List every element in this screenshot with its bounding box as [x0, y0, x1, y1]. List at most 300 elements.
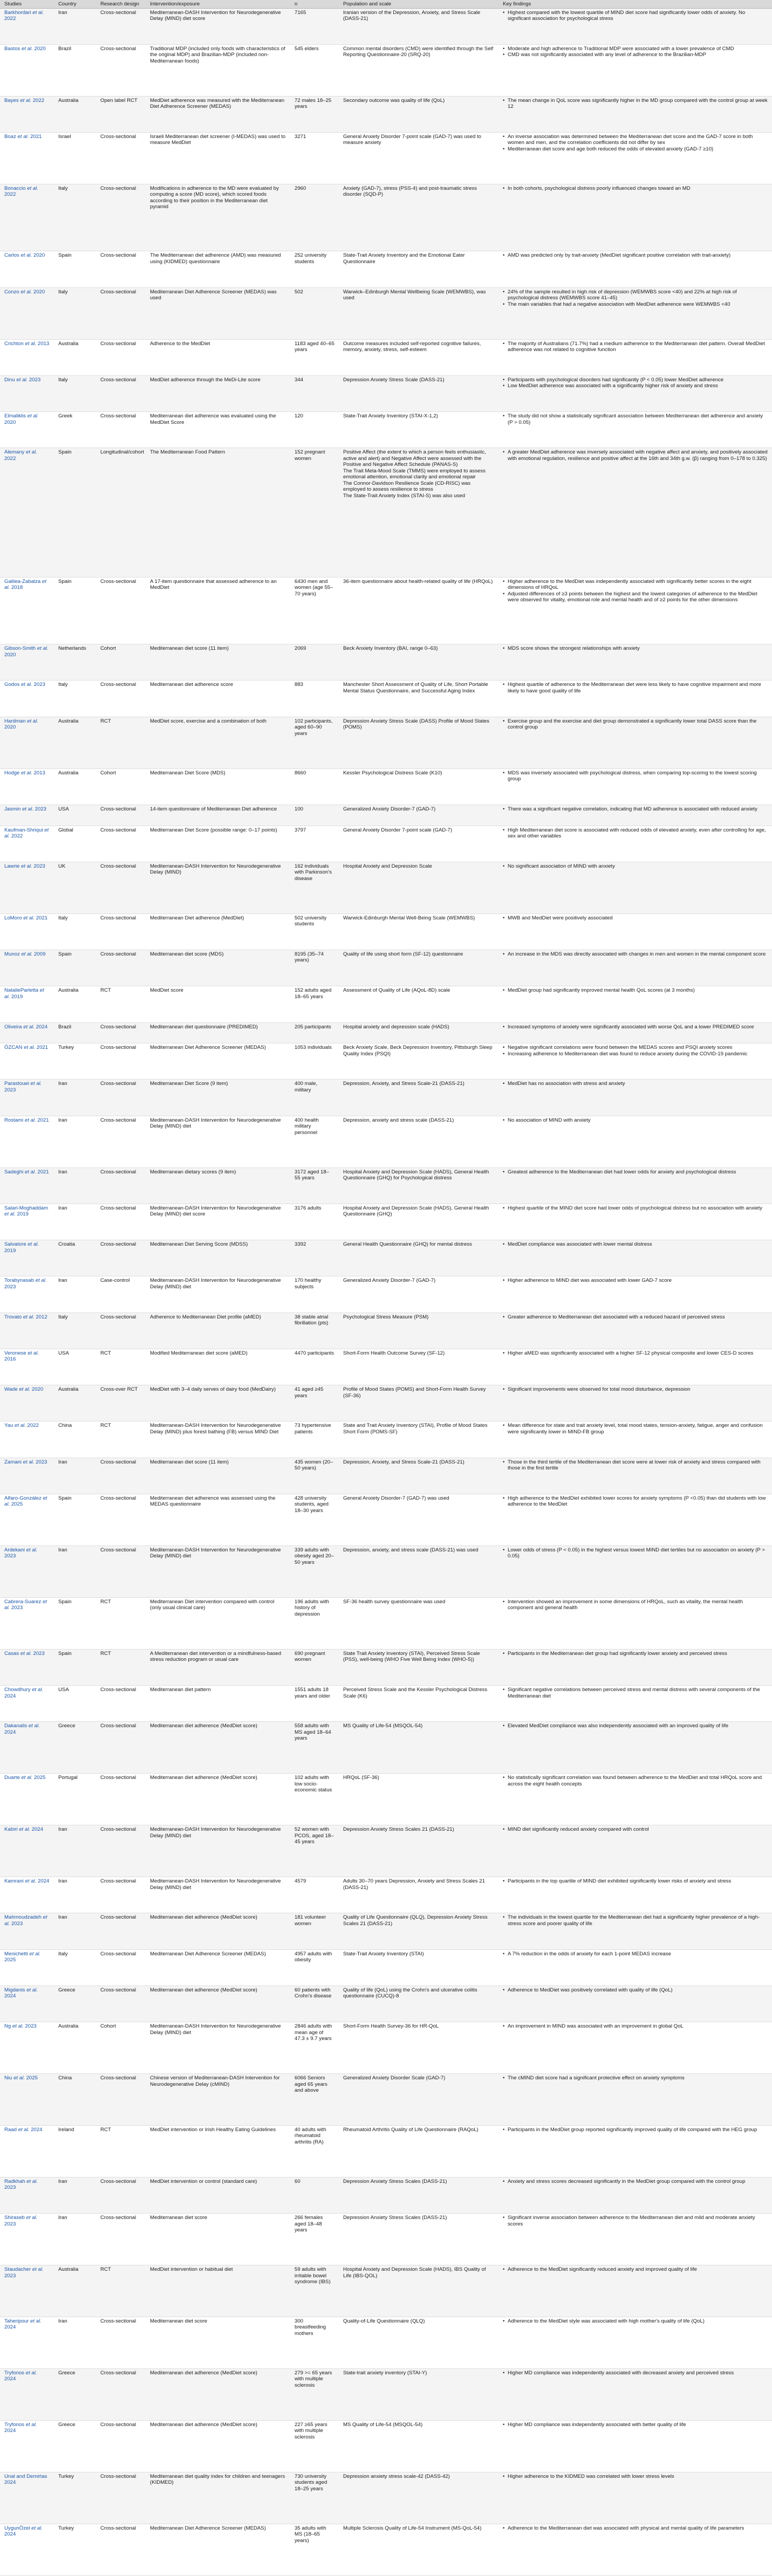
study-reference-link[interactable] — [4, 1277, 46, 1290]
header-n: n — [290, 0, 339, 8]
cell-research-design: Longitudinal/cohort — [96, 448, 146, 577]
cell-key-findings — [498, 2420, 772, 2472]
findings-list — [503, 645, 768, 652]
finding-item: • There was a significant negative correlation, indicating that MD adherence is associated with reduced anxiety — [503, 806, 768, 813]
cell-research-design: RCT — [96, 2265, 146, 2317]
cell-intervention: Mediterranean-DASH Intervention for Neurodegenerative Delay (MIND) diet — [146, 1116, 290, 1167]
findings-list — [503, 718, 768, 731]
study-reference-link[interactable] — [4, 2422, 37, 2434]
cell-country: Greece — [54, 2420, 96, 2472]
cell-intervention: A 17-item questionnaire that assessed adherence to an MedDiet — [146, 577, 290, 644]
study-reference-link[interactable] — [4, 1651, 45, 1657]
cell-study — [0, 1986, 54, 2022]
table-row — [0, 1722, 772, 1774]
table-row — [0, 1313, 772, 1349]
cell-country: Spain — [54, 1649, 96, 1685]
table-row — [0, 1043, 772, 1080]
finding-item: • Adherence to the Mediterranean diet was associated with physical and mental quality of life parameters — [503, 2525, 768, 2532]
cell-n: 883 — [290, 681, 339, 717]
cell-key-findings — [498, 768, 772, 805]
study-reference-link[interactable] — [4, 134, 42, 140]
study-author: Yau — [4, 1423, 13, 1429]
cell-research-design: Cross-sectional — [96, 862, 146, 913]
study-year: 2021 — [30, 133, 42, 140]
study-reference-link[interactable] — [4, 2525, 43, 2538]
study-reference-link[interactable] — [4, 449, 37, 462]
findings-list — [503, 2075, 768, 2082]
study-year: 2018 — [11, 585, 23, 591]
study-et-al: et al. — [19, 1386, 31, 1393]
cell-intervention: Adherence to Mediterranean Diet profile (aMED) — [146, 1313, 290, 1349]
study-reference-link[interactable] — [4, 1045, 48, 1050]
table-row — [0, 1825, 772, 1877]
study-reference-link[interactable] — [4, 1081, 42, 1093]
study-reference-link[interactable] — [4, 1423, 39, 1428]
study-author: Veronese — [4, 1350, 26, 1356]
cell-population: Profile of Mood States (POMS) and Short-Form Health Survey (SF-36) — [339, 1385, 498, 1421]
table-row — [0, 2177, 772, 2213]
cell-research-design: Cross-sectional — [96, 2214, 146, 2265]
cell-intervention: MedDiet score — [146, 986, 290, 1022]
cell-population: Depression Anxiety Stress Scales 21 (DASS-21) — [339, 1825, 498, 1877]
study-reference-link[interactable] — [4, 770, 45, 776]
study-author: Munoz — [4, 951, 20, 957]
table-row — [0, 986, 772, 1022]
study-reference-link[interactable] — [4, 1599, 47, 1611]
cell-key-findings — [498, 1649, 772, 1685]
findings-list — [503, 2525, 768, 2532]
cell-country: Italy — [54, 375, 96, 411]
study-et-al: et al. — [25, 1878, 37, 1885]
finding-item: • Highest quartile of adherence to the Mediterranean diet were less likely to have cognitive impairment and more likely to have good quality of life — [503, 682, 768, 694]
cell-research-design: Cross-sectional — [96, 1825, 146, 1877]
study-year: 2024 — [36, 1023, 48, 1030]
study-reference-link[interactable] — [4, 2474, 47, 2486]
cell-intervention: Mediterranean dietary scores (9 item) — [146, 1167, 290, 1204]
table-row — [0, 2420, 772, 2472]
study-reference-link[interactable] — [4, 863, 45, 869]
cell-key-findings — [498, 826, 772, 862]
table-row — [0, 184, 772, 251]
cell-country: Greece — [54, 1722, 96, 1774]
finding-item: • An improvement in MIND was associated with an improvement in global QoL — [503, 2023, 768, 2030]
study-reference-link[interactable] — [4, 645, 49, 658]
study-et-al: et al. — [35, 1277, 47, 1284]
cell-population: MS Quality of Life-54 (MSQOL-54) — [339, 1722, 498, 1774]
study-et-al: et al. — [32, 2266, 44, 2273]
cell-intervention: Mediterranean diet pattern — [146, 1686, 290, 1722]
cell-key-findings — [498, 412, 772, 448]
cell-population: General Anxiety Disorder-7 (GAD-7) was used — [339, 1494, 498, 1545]
cell-intervention: Chinese version of Mediterranean-DASH Intervention for Neurodegenerative Delay (cMIND) — [146, 2074, 290, 2126]
study-reference-link[interactable] — [4, 413, 38, 425]
study-reference-link[interactable] — [4, 1459, 47, 1465]
study-author: Cabrera-Suarez — [4, 1598, 42, 1605]
study-year: 2025 — [11, 1501, 23, 1508]
cell-population: Hospital Anxiety and Depression Scale (HADS), General Health Questionnaire (GHQ) for Psychological distress — [339, 1167, 498, 1204]
cell-study — [0, 2524, 54, 2575]
study-reference-link[interactable] — [4, 806, 46, 812]
table-row — [0, 644, 772, 681]
table-row — [0, 8, 772, 44]
cell-intervention: Mediterranean Diet Adherence Screener (MEDAS) — [146, 2524, 290, 2575]
study-et-al: et al. — [4, 987, 44, 1000]
cell-intervention: 14-item questionnaire of Mediterranean Diet adherence — [146, 805, 290, 826]
study-et-al: et al. — [28, 1241, 39, 1248]
cell-population: Generalized Anxiety Disorder-7 (GAD-7) — [339, 1276, 498, 1313]
finding-item: • MedDiet compliance was associated with lower mental distress — [503, 1241, 768, 1248]
cell-study — [0, 862, 54, 913]
cell-population: State-Trait Anxiety Inventory and the Emotional Eater Questionnaire — [339, 251, 498, 287]
cell-population: Common mental disorders (CMD) were identified through the Self Reporting Questionnaire-20 (SRQ-20) — [339, 44, 498, 96]
cell-intervention: Mediterranean diet score — [146, 2214, 290, 2265]
cell-research-design: Cross-sectional — [96, 1313, 146, 1349]
cell-study — [0, 644, 54, 681]
cell-n: 196 adults with history of depression — [290, 1597, 339, 1649]
cell-country: USA — [54, 1349, 96, 1385]
cell-study — [0, 251, 54, 287]
table-row — [0, 826, 772, 862]
finding-item: • MDS score shows the strongest relationships with anxiety — [503, 645, 768, 652]
cell-n: 6066 Seniors aged 65 years and above — [290, 2074, 339, 2126]
cell-key-findings — [498, 132, 772, 184]
cell-intervention: Mediterranean diet adherence (MedDiet score) — [146, 2420, 290, 2472]
cell-country: Iran — [54, 1276, 96, 1313]
study-reference-link[interactable] — [4, 915, 47, 921]
table-row — [0, 1597, 772, 1649]
table-row — [0, 2214, 772, 2265]
study-reference-link[interactable] — [4, 718, 38, 731]
cell-research-design: Cross-over RCT — [96, 1385, 146, 1421]
cell-country: Turkey — [54, 2472, 96, 2524]
cell-key-findings — [498, 375, 772, 411]
study-reference-link[interactable] — [4, 341, 49, 347]
study-reference-link[interactable] — [4, 987, 44, 1000]
study-et-al: et al. — [19, 1826, 31, 1833]
findings-list — [503, 1350, 768, 1357]
findings-list — [503, 2474, 768, 2480]
cell-intervention: Mediterranean Diet Score (possible range: 0–17 points) — [146, 826, 290, 862]
study-reference-link[interactable] — [4, 579, 46, 591]
study-reference-link[interactable] — [4, 1951, 40, 1963]
cell-n: 4579 — [290, 1877, 339, 1913]
study-author: Staudacher — [4, 2266, 31, 2273]
cell-n: 400 male, military — [290, 1080, 339, 1116]
study-reference-link[interactable] — [4, 2023, 37, 2029]
cell-n: 300 breastfeeding mothers — [290, 2317, 339, 2368]
finding-item: • No statistically significant correlation was found between adherence to the MedDiet and total HRQoL score and across the eight health concepts — [503, 1775, 768, 1787]
cell-key-findings — [498, 913, 772, 950]
cell-key-findings — [498, 1385, 772, 1421]
cell-research-design: Cohort — [96, 2022, 146, 2074]
study-reference-link[interactable] — [4, 827, 49, 840]
table-row — [0, 1913, 772, 1949]
study-reference-link[interactable] — [4, 1117, 49, 1123]
study-et-al: et al. — [26, 2215, 38, 2221]
cell-research-design: Cross-sectional — [96, 251, 146, 287]
finding-item: • Mediterranean diet score and age both reduced the odds of elevated anxiety (GAD-7 ≥10) — [503, 146, 768, 153]
cell-research-design: Cross-sectional — [96, 950, 146, 986]
study-reference-link[interactable] — [4, 1826, 43, 1832]
study-et-al: et al. — [21, 288, 32, 295]
cell-research-design: Cross-sectional — [96, 1877, 146, 1913]
study-reference-link[interactable] — [4, 46, 46, 52]
cell-intervention: The Mediterranean Food Pattern — [146, 448, 290, 577]
study-reference-link[interactable] — [4, 1878, 49, 1884]
study-reference-link[interactable] — [4, 2075, 38, 2081]
cell-key-findings — [498, 1349, 772, 1385]
cell-country: Iran — [54, 1116, 96, 1167]
cell-population: Hospital anxiety and depression scale (HADS) — [339, 1022, 498, 1043]
study-reference-link[interactable] — [4, 1314, 47, 1320]
finding-item: • High adherence to the MedDiet exhibited lower scores for anxiety symptoms (P <0.05) than did students with low adherence to the MedDiet — [503, 1495, 768, 1508]
study-reference-link[interactable] — [4, 1914, 47, 1927]
cell-population: MS Quality of Life-54 (MSQOL-54) — [339, 2420, 498, 2472]
cell-population: HRQoL (SF-36) — [339, 1774, 498, 1825]
cell-intervention: Mediterranean-DASH Intervention for Neurodegenerative Delay (MIND) diet — [146, 1825, 290, 1877]
study-et-al: et al. — [26, 1547, 38, 1553]
cell-study — [0, 1043, 54, 1080]
cell-research-design: RCT — [96, 1597, 146, 1649]
cell-research-design: RCT — [96, 717, 146, 768]
study-year: 2013 — [33, 770, 45, 776]
findings-list — [503, 827, 768, 840]
study-et-al: et al. — [28, 1723, 40, 1729]
cell-country: Australia — [54, 96, 96, 132]
cell-key-findings — [498, 44, 772, 96]
cell-country: Croatia — [54, 1240, 96, 1276]
cell-country: USA — [54, 805, 96, 826]
finding-item: • The cMIND diet score had a significant protective effect on anxiety symptoms — [503, 2075, 768, 2082]
cell-study — [0, 1240, 54, 1276]
study-reference-link[interactable] — [4, 377, 40, 383]
study-et-al: et al. — [29, 1950, 41, 1957]
cell-n: 435 women (20–50 years) — [290, 1458, 339, 1494]
cell-intervention: Mediterranean Diet intervention compared with control (only usual clinical care) — [146, 1597, 290, 1649]
cell-population: State-Trait Anxiety Inventory (STAI) — [339, 1949, 498, 1986]
study-reference-link[interactable] — [4, 98, 44, 104]
cell-study — [0, 913, 54, 950]
study-reference-link[interactable] — [4, 1386, 43, 1392]
study-author: Taheripour — [4, 2318, 29, 2324]
table-row — [0, 1116, 772, 1167]
findings-list — [503, 987, 768, 994]
study-year: 2023 — [4, 2185, 16, 2191]
cell-country: Greek — [54, 412, 96, 448]
cell-research-design: Cross-sectional — [96, 1949, 146, 1986]
study-reference-link[interactable] — [4, 289, 45, 295]
study-et-al: et al. — [27, 185, 38, 191]
cell-population: Assessment of Quality of Life (AQoL-8D) scale — [339, 986, 498, 1022]
study-reference-link[interactable] — [4, 2370, 37, 2382]
cell-country: Spain — [54, 1597, 96, 1649]
cell-intervention: Mediterranean Diet Score (MDS) — [146, 768, 290, 805]
cell-country: Brazil — [54, 1022, 96, 1043]
table-row — [0, 2125, 772, 2177]
table-row — [0, 1986, 772, 2022]
cell-intervention: Mediterranean-DASH Intervention for Neurodegenerative Delay (MIND) diet — [146, 2022, 290, 2074]
study-reference-link[interactable] — [4, 951, 45, 957]
cell-key-findings — [498, 1043, 772, 1080]
cell-research-design: RCT — [96, 986, 146, 1022]
study-reference-link[interactable] — [4, 1987, 38, 2000]
study-author: Chowdhury — [4, 1687, 31, 1693]
study-year: 2024 — [4, 1993, 16, 2000]
table-row — [0, 2472, 772, 2524]
table-row — [0, 1877, 772, 1913]
findings-list — [503, 1169, 768, 1176]
finding-item: • Elevated MedDiet compliance was also independently associated with an improved quality of life — [503, 1723, 768, 1729]
study-author: Jasmin — [4, 806, 21, 812]
cell-n: 2069 — [290, 644, 339, 681]
table-row — [0, 2022, 772, 2074]
study-year: 2022 — [11, 833, 23, 840]
cell-intervention: Mediterranean diet adherence was evaluated using the MedDiet Score — [146, 412, 290, 448]
study-reference-link[interactable] — [4, 2127, 42, 2133]
study-reference-link[interactable] — [4, 1241, 39, 1254]
cell-study — [0, 768, 54, 805]
cell-intervention: Mediterranean Diet Adherence Screener (MEDAS) — [146, 1949, 290, 1986]
cell-country: Iran — [54, 1080, 96, 1116]
study-year: 2023 — [4, 2272, 16, 2279]
cell-n: 279 >= 65 years with multiple sclerosis — [290, 2368, 339, 2420]
cell-intervention: Mediterranean diet score (MDS) — [146, 950, 290, 986]
cell-key-findings — [498, 1080, 772, 1116]
study-reference-link[interactable] — [4, 682, 45, 688]
study-year: 2023 — [33, 863, 45, 869]
finding-item: • Negative significant correlations were found between the MEDAS scores and PSQI anxiety scores — [503, 1045, 768, 1051]
study-reference-link[interactable] — [4, 1687, 43, 1699]
cell-key-findings — [498, 1421, 772, 1458]
cell-study — [0, 1722, 54, 1774]
study-year: 2020 — [4, 651, 16, 658]
cell-population: Positive Affect (the extent to which a person feels enthusiastic, active and alert) and Negative Affect were assessed with the Positive and Negative Affect Schedule (PANAS-S) The Trait Meta-Mood Scale (TMMS) were employed to assess emotional attention, emotional clarity and emotional repair The Connor-Davidson Resilience Scale (CD-RISC) was employed to assess resilience to stress The State-Trait Anxiety Index (STAI-S) was also used — [339, 448, 498, 577]
cell-n: 730 university students aged 18–25 years — [290, 2472, 339, 2524]
study-et-al: et al. — [25, 340, 37, 347]
study-et-al: et al. — [25, 2369, 37, 2376]
study-author: Dakanalis — [4, 1723, 28, 1729]
cell-n: 3271 — [290, 132, 339, 184]
study-et-al: et al. — [24, 1045, 36, 1051]
study-et-al: et al. — [20, 97, 32, 104]
study-year: 2012 — [36, 1314, 47, 1320]
cell-country: Australia — [54, 2022, 96, 2074]
cell-research-design: Cross-sectional — [96, 8, 146, 44]
study-reference-link[interactable] — [4, 2318, 42, 2331]
study-reference-link[interactable] — [4, 1495, 47, 1508]
cell-n: 4957 adults with obesity — [290, 1949, 339, 1986]
cell-n: 100 — [290, 805, 339, 826]
study-et-al: et al. — [4, 578, 46, 591]
findings-list — [503, 1459, 768, 1472]
cell-key-findings — [498, 2074, 772, 2126]
findings-list — [503, 341, 768, 353]
table-row — [0, 412, 772, 448]
study-reference-link[interactable] — [4, 2266, 44, 2279]
study-reference-link[interactable] — [4, 1169, 49, 1175]
study-author: Kamrani — [4, 1878, 24, 1885]
findings-list — [503, 1914, 768, 1927]
study-reference-link[interactable] — [4, 2179, 38, 2191]
cell-population: Short-Form Health Survey-36 for HR-QoL — [339, 2022, 498, 2074]
cell-research-design: Open label RCT — [96, 96, 146, 132]
study-reference-link[interactable] — [4, 1547, 37, 1560]
study-reference-link[interactable] — [4, 1350, 39, 1363]
cell-n: 400 health military personnel — [290, 1116, 339, 1167]
study-year: 2023 — [4, 1283, 16, 1290]
cell-country: Italy — [54, 287, 96, 339]
study-et-al: et al. — [21, 951, 33, 957]
study-et-al: et al. — [16, 376, 28, 383]
study-et-al: et al. — [20, 1650, 32, 1657]
cell-population: Warwick–Edinburgh Mental Wellbeing Scale (WEMWBS), was used — [339, 287, 498, 339]
study-year: 2020 — [4, 724, 16, 731]
study-reference-link[interactable] — [4, 1775, 45, 1781]
cell-country: Portugal — [54, 1774, 96, 1825]
cell-study — [0, 1949, 54, 1986]
cell-research-design: Cross-sectional — [96, 412, 146, 448]
findings-list — [503, 1024, 768, 1031]
finding-item: • Higher MD compliance was independently associated with decreased anxiety and perceived stress — [503, 2370, 768, 2376]
cell-country: Israel — [54, 132, 96, 184]
study-reference-link[interactable] — [4, 1205, 48, 1218]
header-research-design: Research design — [96, 0, 146, 8]
cell-intervention: Mediterranean diet adherence (MedDiet score) — [146, 2368, 290, 2420]
study-year: 2024 — [4, 2428, 16, 2434]
study-reference-link[interactable] — [4, 1723, 40, 1735]
cell-research-design: Cross-sectional — [96, 826, 146, 862]
cell-key-findings — [498, 1722, 772, 1774]
cell-n: 181 volunteer women — [290, 1913, 339, 1949]
finding-item: • Mean difference for state and trait anxiety level, total mood states, tension-anxiety, fatigue, anger and confusion were significantly lower in MIND-FB group — [503, 1423, 768, 1435]
study-reference-link[interactable] — [4, 1024, 47, 1030]
study-et-al: et al. — [21, 863, 32, 869]
study-et-al: et al. — [31, 2525, 43, 2531]
cell-study — [0, 1116, 54, 1167]
cell-population: Depression, Anxiety, and Stress Scale-21 (DASS-21) — [339, 1458, 498, 1494]
cell-research-design: Cross-sectional — [96, 2317, 146, 2368]
cell-country: China — [54, 1421, 96, 1458]
finding-item: • Adherence to the MedDiet significantly reduced anxiety and improved quality of life — [503, 2266, 768, 2273]
cell-research-design: Cross-sectional — [96, 1167, 146, 1204]
study-reference-link[interactable] — [4, 186, 38, 198]
table-row — [0, 1240, 772, 1276]
study-year: 2020 — [34, 45, 46, 52]
cell-population: SF-36 health survey questionnaire was used — [339, 1597, 498, 1649]
cell-research-design: Cross-sectional — [96, 1204, 146, 1240]
cell-key-findings — [498, 1167, 772, 1204]
header-studies: Studies — [0, 0, 54, 8]
cell-n: 60 patients with Crohn's disease — [290, 1986, 339, 2022]
cell-key-findings — [498, 184, 772, 251]
study-reference-link[interactable] — [4, 2215, 37, 2227]
cell-research-design: Cross-sectional — [96, 1458, 146, 1494]
study-reference-link[interactable] — [4, 10, 44, 22]
finding-item: • Lower odds of stress (P < 0.05) in the highest versus lowest MIND diet tertiles but no association on anxiety (P > 0.05) — [503, 1547, 768, 1560]
finding-item: • Greatest adherence to the Mediterranean diet had lower odds for anxiety and psychological distress — [503, 1169, 768, 1176]
study-et-al: et al. — [15, 1423, 26, 1429]
table-row — [0, 1080, 772, 1116]
table-row — [0, 1167, 772, 1204]
cell-key-findings — [498, 2317, 772, 2368]
findings-list — [503, 46, 768, 58]
cell-key-findings — [498, 1240, 772, 1276]
study-et-al: et al. — [26, 449, 37, 456]
findings-list — [503, 1599, 768, 1611]
study-year: 2024 — [4, 2376, 16, 2382]
study-reference-link[interactable] — [4, 252, 45, 258]
finding-item: • An increase in the MDS was directly associated with changes in men and women in the mental component score — [503, 951, 768, 958]
